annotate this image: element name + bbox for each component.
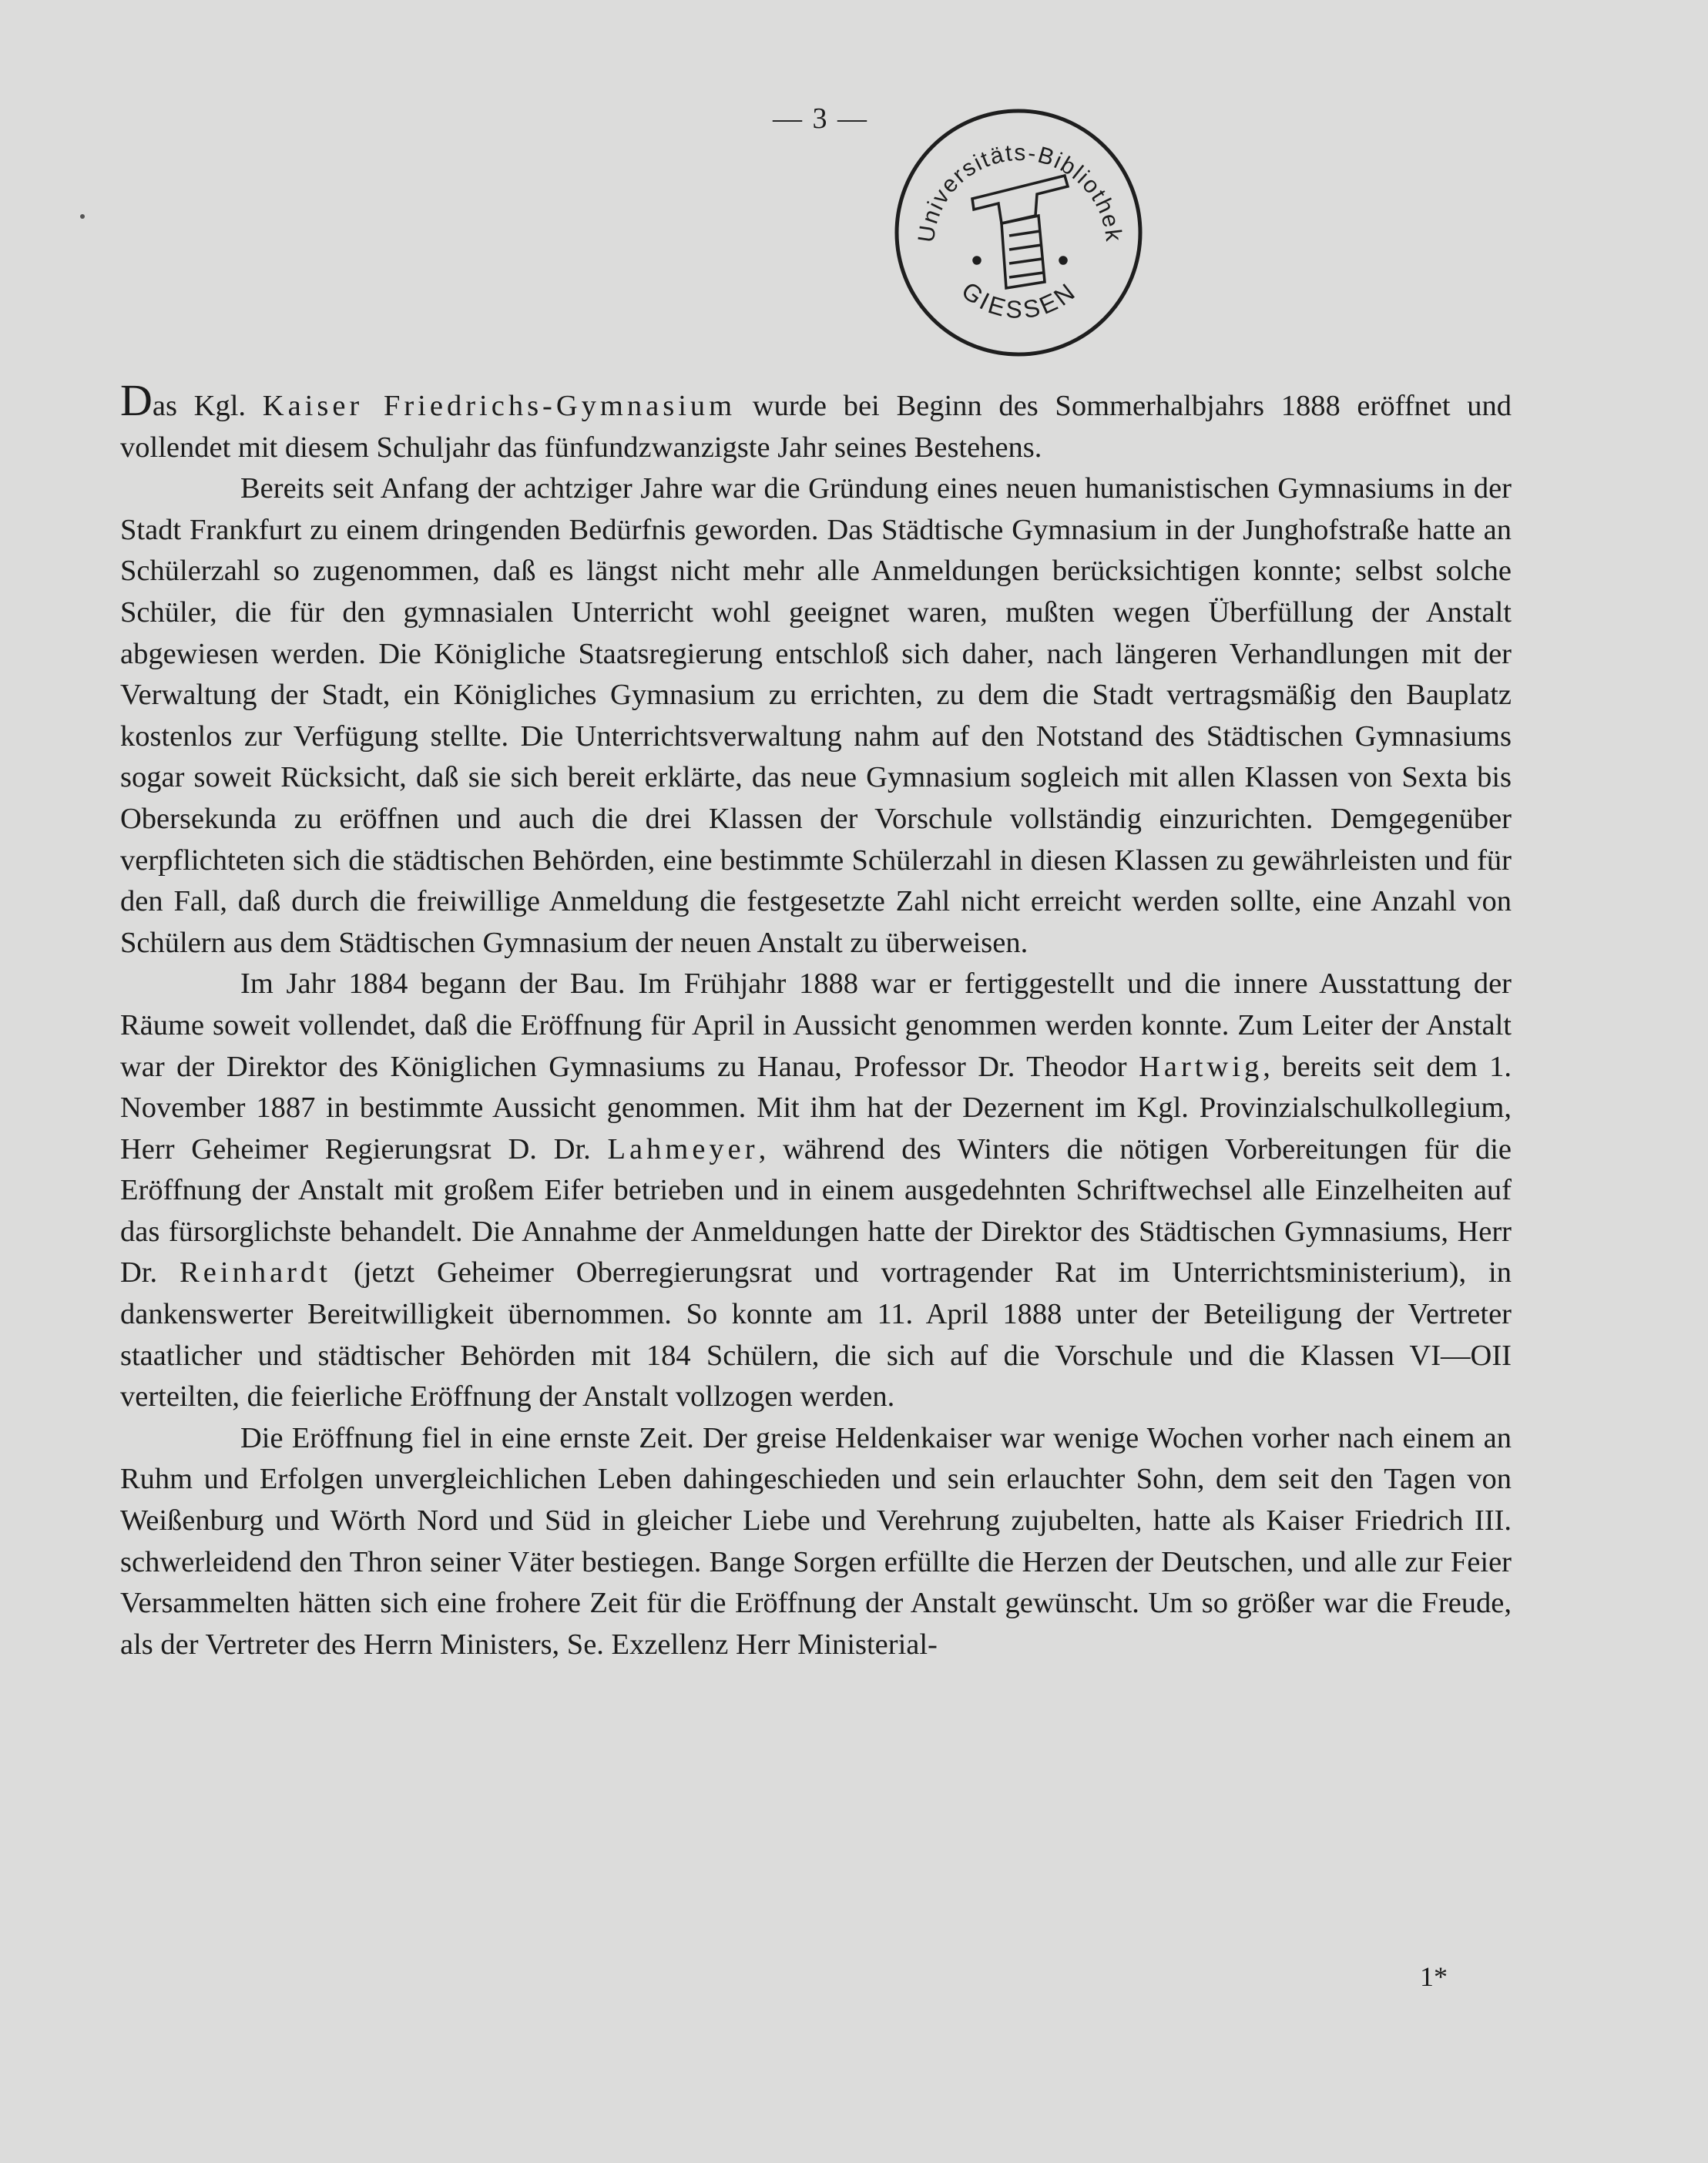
drop-cap: D	[120, 375, 153, 425]
school-name: Kaiser Friedrichs-Gymnasium	[262, 390, 737, 422]
paragraph-3-part-4: (jetzt Geheimer Oberregierungsrat und vortragender Rat im Unterrichtsministerium), in dankenswerter Bereitwilligkeit übernommen. So konnte am 11. April 1888 unter der Beteiligung der Vertreter staatlicher und städtischer Behörden mit 184 Schülern, die sich auf die Vorschule und die Klassen VI—OII verteilten, die feierliche Eröffnung der Anstalt vollzogen werden.	[120, 1256, 1512, 1413]
paragraph-1-lead: as Kgl.	[152, 390, 247, 422]
paragraph-3-part-3: , während des Winters die nötigen Vorbereitungen für die Eröffnung der Anstalt mit großem Eifer betrieben und in einem ausgedehnten Schriftwechsel alle Einzelheiten auf das fürsorglichste behandelt. Die Annahme der Anmeldungen hatte der Direktor des Städtischen Gymnasiums, Herr Dr.	[120, 1132, 1512, 1289]
signature-mark: 1*	[1420, 1961, 1448, 1992]
hand-emblem-icon	[972, 176, 1068, 288]
paragraph-3	[120, 964, 1512, 1418]
person-name-lahmeyer: Lahmeyer	[607, 1132, 759, 1165]
paragraph-3-part-1: Im Jahr 1884 begann der Bau. Im Frühjahr 1888 war er fertiggestellt und die innere Ausstattung der Räume soweit vollendet, daß die Eröffnung für April in Aussicht genommen werden konnte. Zum Leiter der Anstalt war der Direktor des Königlichen Gymnasiums zu Hanau, Professor Dr. Theodor	[120, 967, 1512, 1083]
person-name-reinhardt: Reinhardt	[180, 1256, 331, 1289]
stamp-text-top: Universitäts-Bibliothek	[913, 139, 1127, 244]
paragraph-4: Die Eröffnung fiel in eine ernste Zeit. Der greise Heldenkaiser war wenige Wochen vorher nach einem an Ruhm und Erfolgen unvergleichlichen Leben dahingeschieden und sein erlauchter Sohn, dem seit den Tagen von Weißenburg und Wörth Nord und Süd in gleicher Liebe und Verehrung zujubelten, hatte als Kaiser Friedrich III. schwerleidend den Thron seiner Väter bestiegen. Bange Sorgen erfüllte die Herzen der Deutschen, und alle zur Feier Versammelten hätten sich eine frohere Zeit für die Eröffnung der Anstalt gewünscht. Um so größer war die Freude, als der Vertreter des Herrn Ministers, Se. Exzellenz Herr Ministerial-	[120, 1421, 1512, 1661]
paragraph-2: Bereits seit Anfang der achtziger Jahre war die Gründung eines neuen humanistischen Gymnasiums in der Stadt Frankfurt zu einem dringenden Bedürfnis geworden. Das Städtische Gymnasium in der Junghofstraße hatte an Schülerzahl so zugenommen, daß es längst nicht mehr alle Anmeldungen berücksichtigen konnte; selbst solche Schüler, die für den gymnasialen Unterricht wohl geeignet waren, mußten wegen Überfüllung der Anstalt abgewiesen werden. Die Königliche Staatsregierung entschloß sich daher, nach längeren Verhandlungen mit der Verwaltung der Stadt, ein Königliches Gymnasium zu errichten, zu dem die Stadt vertragsmäßig den Bauplatz kostenlos zur Verfügung stellte. Die Unterrichtsverwaltung nahm auf den Notstand des Städtischen Gymnasiums sogar soweit Rücksicht, daß sie sich bereit erklärte, das neue Gymnasium sogleich mit allen Klassen von Sexta bis Obersekunda zu eröffnen und auch die drei Klassen der Vorschule vollständig einzurichten. Demgegenüber verpflichteten sich die städtischen Behörden, eine bestimmte Schülerzahl in diesen Klassen zu gewährleisten und für den Fall, daß durch die freiwillige Anmeldung die festgesetzte Zahl nicht erreicht werden sollte, eine Anzahl von Schülern aus dem Städtischen Gymnasium der neuen Anstalt zu überweisen.	[120, 472, 1512, 959]
paragraph-3-part-2: , bereits seit dem 1. November 1887 in bestimmte Aussicht genommen. Mit ihm hat der Dezernent im Kgl. Provinzialschulkollegium, Herr Geheimer Regierungsrat D. Dr.	[120, 1050, 1512, 1165]
person-name-hartwig: Hartwig	[1139, 1050, 1263, 1083]
library-stamp	[886, 100, 1152, 366]
body-text	[120, 375, 1512, 1665]
paragraph-1	[120, 375, 1512, 468]
print-speck	[80, 214, 85, 219]
paragraph-1-rest: wurde bei Beginn des Sommerhalbjahrs 1888 eröffnet und vollendet mit diesem Schuljahr das fünfundzwanzigste Jahr seines Bestehens.	[120, 390, 1512, 464]
stamp-text-bottom: GIESSEN	[956, 276, 1082, 324]
page-number: — 3 —	[773, 102, 868, 135]
